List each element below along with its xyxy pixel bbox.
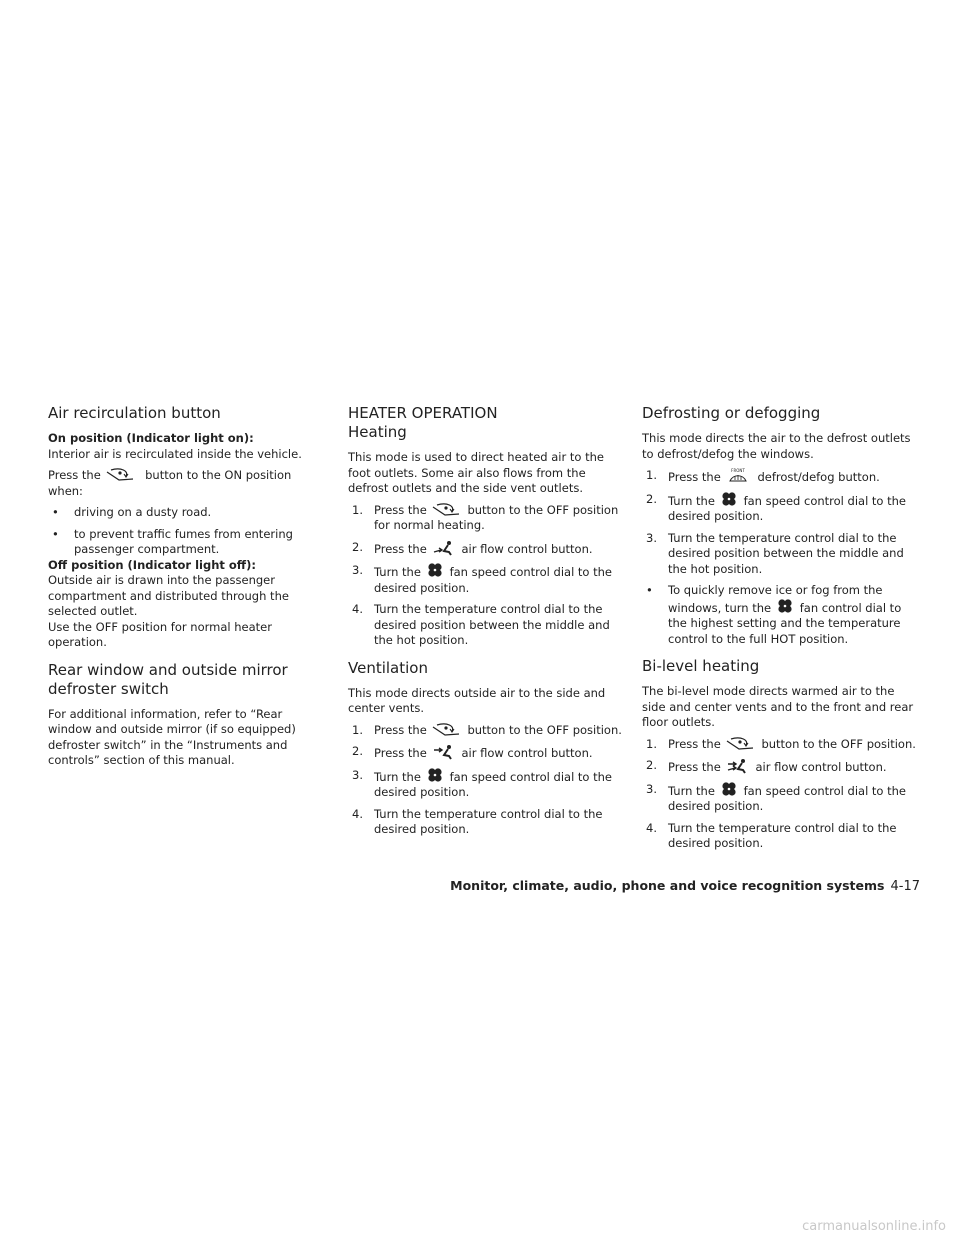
ventilation-intro: This mode directs outside air to the side and center vents.: [348, 685, 606, 715]
column-middle: [348, 404, 624, 844]
ventilation-steps: [348, 723, 624, 838]
list-item: • driving on a dusty road.: [52, 505, 212, 519]
on-position-title: On position (Indicator light on):: [48, 431, 254, 445]
heading-defrosting: Defrosting or defogging: [642, 404, 821, 422]
list-item: 1. Press the button to the OFF position.: [352, 722, 622, 737]
off-position-text-2: Use the OFF position for normal heater operation.: [48, 619, 272, 649]
on-position-text: Interior air is recirculated inside the vehicle.: [48, 446, 302, 461]
column-right: [642, 404, 918, 858]
heating-steps: [348, 503, 624, 649]
list-item: 3. Turn the fan speed control dial to the desired position.: [646, 781, 906, 813]
list-item: 3. Turn the temperature control dial to the desired position between the middle and the hot position.: [646, 530, 904, 576]
fan-icon: [720, 782, 738, 798]
fan-icon: [720, 492, 738, 508]
heading-heating: Heating: [348, 423, 407, 441]
footer-section-title: Monitor, climate, audio, phone and voice recognition systems: [450, 878, 885, 893]
heading-bi-level: Bi-level heating: [642, 657, 760, 675]
defrost-intro: This mode directs the air to the defrost outlets to defrost/defog the windows.: [642, 431, 911, 461]
list-item: 1. Press the FRONT defrost/defog button.: [646, 468, 880, 484]
list-item: 2. Press the air flow control button.: [646, 758, 887, 774]
column-left: [48, 404, 324, 775]
reference-text: For additional information, refer to “Rear window and outside mirror (if so equipped) defroster switch” in the “Instruments and controls” section of this manual.: [48, 706, 296, 767]
fan-icon: [426, 768, 444, 784]
page-number: 4-17: [890, 879, 920, 894]
list-item: 4. Turn the temperature control dial to the desired position.: [646, 820, 897, 850]
air-flow-icon: [431, 540, 455, 556]
list-item: 3. Turn the fan speed control dial to the desired position.: [352, 767, 612, 799]
svg-text:FRONT: FRONT: [731, 468, 746, 473]
recirc-bullets: [48, 505, 324, 558]
heating-intro: This mode is used to direct heated air to the foot outlets. Some air also flows from the defrost outlets and the side vent outlets.: [348, 450, 604, 495]
air-flow-icon: [725, 758, 749, 774]
list-item: 2. Press the air flow control button.: [352, 744, 593, 760]
list-item: 4. Turn the temperature control dial to the desired position between the middle and the hot position.: [352, 602, 610, 647]
heading-heater-operation: HEATER OPERATION: [348, 404, 498, 422]
list-item: • to prevent traffic fumes from entering passenger compartment.: [52, 526, 293, 556]
defrost-bullets: [642, 583, 918, 647]
list-item: • To quickly remove ice or fog from the windows, turn the fan control dial to the highest setting and the temperature control to the full HOT position.: [646, 583, 902, 646]
front-defrost-icon: [725, 468, 751, 484]
list-item: 1. Press the button to the OFF position for normal heating.: [352, 502, 619, 532]
fan-icon: [426, 563, 444, 579]
off-position-text: Outside air is drawn into the passenger compartment and distributed through the selected outlet.: [48, 573, 289, 618]
off-position-title: Off position (Indicator light off):: [48, 557, 256, 572]
air-recirculation-icon: [105, 468, 135, 482]
heading-ventilation: Ventilation: [348, 658, 428, 677]
air-recirculation-icon: [431, 723, 461, 737]
list-item: 4. Turn the temperature control dial to the desired position.: [352, 806, 603, 836]
defrost-steps: [642, 468, 918, 577]
bi-level-steps: [642, 737, 918, 852]
air-recirculation-icon: [431, 503, 461, 517]
list-item: 3. Turn the fan speed control dial to the desired position.: [352, 563, 612, 595]
press-recirc-text: Press the button to the ON position when:: [48, 468, 292, 498]
air-recirculation-icon: [725, 737, 755, 751]
list-item: 2. Press the air flow control button.: [352, 539, 593, 556]
heading-air-recirculation: Air recirculation button: [48, 404, 221, 422]
air-flow-icon: [431, 744, 455, 760]
watermark: carmanualsonline.info: [802, 1219, 946, 1234]
page-footer: [0, 878, 920, 894]
fan-icon: [776, 599, 794, 615]
bi-level-intro: The bi-level mode directs warmed air to the side and center vents and to the front and rear floor outlets.: [642, 684, 914, 729]
list-item: 2. Turn the fan speed control dial to the desired position.: [646, 491, 906, 523]
heading-rear-window-defroster: Rear window and outside mirror defroster switch: [48, 660, 288, 698]
list-item: 1. Press the button to the OFF position.: [646, 736, 916, 751]
